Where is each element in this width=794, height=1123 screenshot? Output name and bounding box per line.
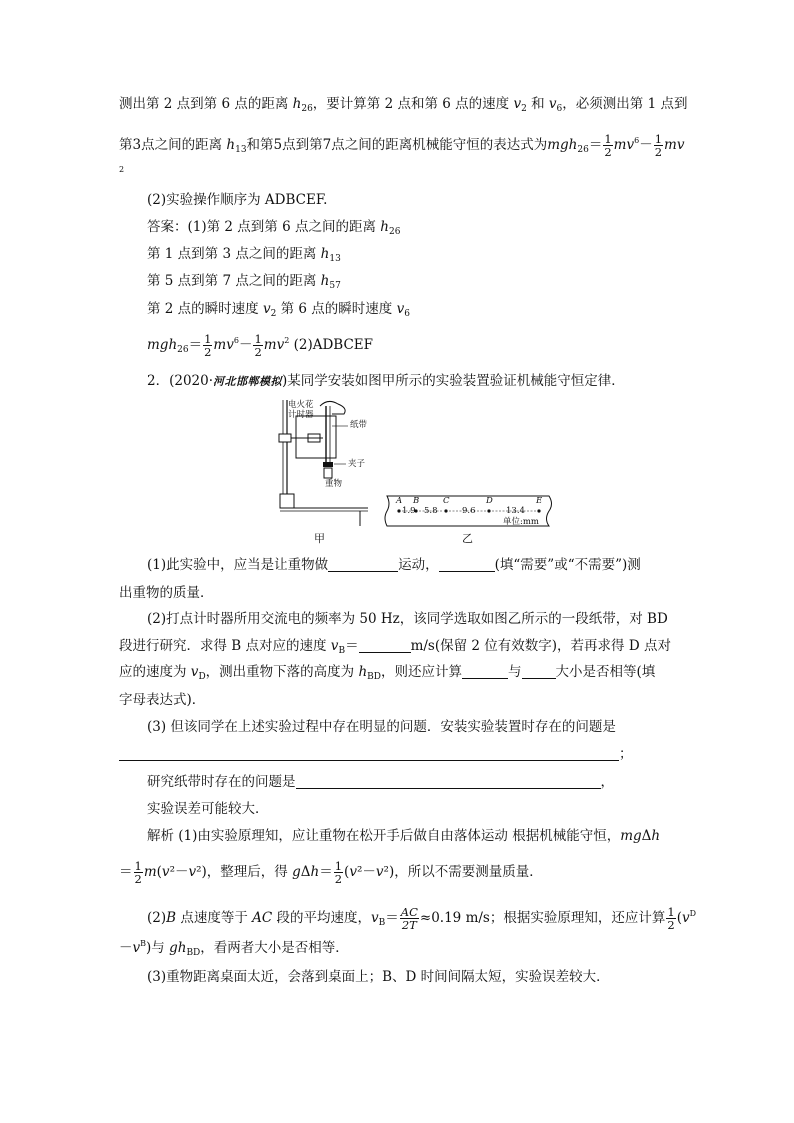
sup: 6 xyxy=(634,136,640,145)
var: h xyxy=(226,137,236,153)
tape-point-c: C xyxy=(443,496,450,506)
tape-dist-ab: 1.9 xyxy=(402,506,416,516)
text: 运动， xyxy=(398,557,439,573)
var: v xyxy=(190,664,199,680)
var: h xyxy=(358,664,368,680)
text: ，测出重物下落的高度为 xyxy=(205,664,359,680)
fraction xyxy=(603,133,612,158)
text: ≈0.19 m/s；根据实验原理知，还应计算 xyxy=(419,910,666,926)
text: 大小是否相等(填 xyxy=(555,664,656,680)
fraction xyxy=(253,333,262,358)
answer-line-5 xyxy=(147,333,373,358)
q2-part3-line2 xyxy=(119,744,633,764)
answer-line-1 xyxy=(147,217,400,237)
text: (2)ADBCEF xyxy=(289,337,374,353)
var: B xyxy=(166,910,177,926)
text: Δ xyxy=(641,828,652,844)
frac-num: 1 xyxy=(604,132,612,146)
sub: D xyxy=(198,672,206,682)
label-timer-2: 计时器 xyxy=(288,410,314,420)
var: v xyxy=(396,301,405,317)
q2-part1-line1 xyxy=(147,555,641,575)
var: v xyxy=(262,301,271,317)
frac-num: 1 xyxy=(334,859,343,873)
answer-line-3 xyxy=(147,271,341,291)
var: v xyxy=(375,864,384,880)
tape-dot xyxy=(397,509,400,512)
frac-den: 2 xyxy=(254,345,262,359)
text: 第 6 点的瞬时速度 xyxy=(276,301,397,317)
text: 解析 (1)由实验原理知，应让重物在松开手后做自由落体运动 根据机械能守恒， xyxy=(147,828,621,844)
blank-install-problem[interactable] xyxy=(119,746,619,761)
tape-dot xyxy=(537,509,540,512)
sub: 26 xyxy=(301,104,313,114)
text: 第 5 点到第 7 点之间的距离 xyxy=(147,273,321,289)
text: ＝ xyxy=(345,638,359,654)
text: ； xyxy=(619,746,633,762)
q2-part2-line3 xyxy=(119,662,655,682)
blank-tape-problem[interactable] xyxy=(296,774,601,789)
sup: 2 xyxy=(119,165,125,174)
var: v xyxy=(371,910,379,926)
text: － xyxy=(119,940,133,956)
text: 出重物的质量． xyxy=(119,585,214,601)
tape-dist-de: 13.4 xyxy=(506,506,525,516)
text: m/s(保留 2 位有效数字)，若再求得 D 点对 xyxy=(410,638,671,654)
sub: 26 xyxy=(388,227,401,237)
frac-num: 1 xyxy=(254,332,262,346)
tape-dist-cd: 9.6 xyxy=(462,506,476,516)
var: AC xyxy=(252,910,273,926)
blank-need-mass[interactable] xyxy=(439,557,495,572)
var: h xyxy=(292,96,302,112)
var: mg xyxy=(620,828,642,844)
text-line-3 xyxy=(119,164,124,184)
text: (2) xyxy=(147,910,167,926)
text: )某同学安装如图甲所示的实验装置验证机械能守恒定律． xyxy=(282,373,625,389)
sub: 26 xyxy=(577,145,589,155)
tape-dist-bc: 5.8 xyxy=(424,506,438,516)
tape-point-e: E xyxy=(536,496,543,506)
hand xyxy=(320,401,345,414)
text: ( xyxy=(344,864,350,880)
var: mv xyxy=(613,137,635,153)
label-weight: 重物 xyxy=(325,479,343,489)
frac-num: 1 xyxy=(134,859,142,873)
q2-part3-line4 xyxy=(147,799,269,819)
text: 段的平均速度， xyxy=(272,910,372,926)
question-2-title xyxy=(147,371,625,392)
var: v xyxy=(330,638,339,654)
text: (3)重物距离桌面太近，会落到桌面上；B、D 时间间隔太短，实验误差较大． xyxy=(147,969,610,985)
q2-part2-line4 xyxy=(119,690,205,710)
text: ²)，所以不需要测量质量． xyxy=(383,864,543,880)
weight xyxy=(324,468,332,478)
frac-den: 2T xyxy=(401,918,417,932)
text: 第 1 点到第 3 点之间的距离 xyxy=(147,246,321,262)
text-line-1 xyxy=(119,94,687,114)
var: m xyxy=(143,864,157,880)
frac-den: 2 xyxy=(654,145,663,159)
text: (2)实验操作顺序为 ADBCEF. xyxy=(147,192,328,208)
var: g xyxy=(292,864,301,880)
solution-line-3 xyxy=(147,906,696,931)
frac-num: 1 xyxy=(667,905,675,919)
sub: 2 xyxy=(521,104,527,114)
tape-unit: 单位:mm xyxy=(503,517,539,527)
frac-num: AC xyxy=(400,905,418,919)
fraction xyxy=(654,133,663,158)
sub: BD xyxy=(186,948,201,958)
text: ， xyxy=(600,774,614,790)
fraction xyxy=(203,333,212,358)
var: h xyxy=(380,219,389,235)
text: (2)打点计时器所用交流电的频率为 50 Hz，该同学选取如图乙所示的一段纸带，对 BD xyxy=(147,611,668,627)
text: 第3点之间的距离 xyxy=(119,137,227,153)
q2-part2-line2 xyxy=(119,636,671,656)
fraction xyxy=(334,860,343,885)
var: h xyxy=(651,828,661,844)
tape-point-a: A xyxy=(396,496,403,506)
var: mv xyxy=(213,337,234,353)
q2-part1-line2 xyxy=(119,583,214,603)
var: v xyxy=(132,940,141,956)
var: v xyxy=(548,96,557,112)
text: 段进行研究．求得 B 点对应的速度 xyxy=(119,638,331,654)
var: v xyxy=(349,864,357,880)
frac-den: 2 xyxy=(134,872,142,886)
label-timer: 电火花 xyxy=(288,400,314,410)
sub: BD xyxy=(367,672,381,682)
text: 2．(2020· xyxy=(147,373,214,389)
var: mgh xyxy=(147,337,178,353)
text-line-2 xyxy=(119,133,684,158)
text: ²－ xyxy=(356,864,376,880)
text: ²－ xyxy=(169,864,189,880)
sub: 6 xyxy=(404,309,410,319)
var: mv xyxy=(664,137,685,153)
text: (1)此实验中，应当是让重物做 xyxy=(147,557,329,573)
text: 答案：(1)第 2 点到第 6 点之间的距离 xyxy=(147,219,381,235)
clamp xyxy=(279,434,291,442)
var: v xyxy=(681,910,690,926)
var: v xyxy=(513,96,522,112)
frac-den: 2 xyxy=(204,345,212,359)
text: 实验误差可能较大． xyxy=(147,801,269,817)
sub: 26 xyxy=(177,345,189,355)
sup: D xyxy=(689,909,697,918)
sub: 13 xyxy=(235,145,247,155)
var: mv xyxy=(263,337,285,353)
fraction xyxy=(666,906,675,931)
var: v xyxy=(188,864,197,880)
sub: B xyxy=(378,918,386,928)
text: ＝ xyxy=(188,337,203,353)
var: v xyxy=(161,864,170,880)
sub: 6 xyxy=(556,104,563,114)
frac-den: 2 xyxy=(667,918,675,932)
blank-vb[interactable] xyxy=(359,638,411,653)
solution-line-4 xyxy=(119,938,349,958)
blank-expr-1[interactable] xyxy=(462,664,508,679)
tape-point-d: D xyxy=(486,496,493,506)
q2-part2-line1 xyxy=(147,609,668,629)
text: ＝ xyxy=(119,864,133,880)
text: ＝ xyxy=(319,864,333,880)
text: 测出第 2 点到第 6 点的距离 xyxy=(119,96,293,112)
fraction xyxy=(134,860,143,885)
text: )与 xyxy=(146,940,170,956)
text: ( xyxy=(676,910,682,926)
text: ，则还应计算 xyxy=(381,664,462,680)
text: 和 xyxy=(526,96,549,112)
text: Δ xyxy=(300,864,311,880)
caption-right: 乙 xyxy=(462,532,473,545)
sup: 2 xyxy=(284,336,290,345)
text: 第 2 点的瞬时速度 xyxy=(147,301,263,317)
text: (填“需要”或“不需要”)测 xyxy=(494,557,641,573)
text-line-4 xyxy=(147,190,327,210)
source-tag: 河北邯郸模拟 xyxy=(213,375,283,388)
text: ＝ xyxy=(385,910,399,926)
frac-den: 2 xyxy=(334,872,343,886)
sub: 2 xyxy=(270,309,277,319)
text: ( xyxy=(156,864,162,880)
text: 与 xyxy=(508,664,522,680)
var: mgh xyxy=(547,137,578,153)
answer-line-4 xyxy=(147,299,410,319)
tape-dot xyxy=(444,509,447,512)
var: h xyxy=(320,246,330,262)
sup: 6 xyxy=(233,336,239,345)
solution-line-1 xyxy=(147,826,660,846)
solution-line-2 xyxy=(119,860,543,885)
tape-dot xyxy=(487,509,490,512)
label-tape: 纸带 xyxy=(350,420,368,430)
var: h xyxy=(320,273,330,289)
text: ＝ xyxy=(588,137,603,153)
text: 应的速度为 xyxy=(119,664,191,680)
text: (3) 但该同学在上述实验过程中存在明显的问题．安装实验装置时存在的问题是 xyxy=(147,719,616,735)
blank-expr-2[interactable] xyxy=(522,664,556,679)
sub: B xyxy=(338,646,346,656)
solution-line-5 xyxy=(147,967,610,987)
tape-point-b: B xyxy=(413,496,420,506)
frac-den: 2 xyxy=(604,145,612,159)
var: gh xyxy=(169,940,187,956)
clip xyxy=(323,462,333,467)
text: 研究纸带时存在的问题是 xyxy=(147,774,296,790)
label-clip: 夹子 xyxy=(348,459,366,469)
frac-num: 1 xyxy=(204,332,212,346)
var: h xyxy=(310,864,320,880)
text: － xyxy=(238,337,253,353)
text: ，看两者大小是否相等． xyxy=(200,940,349,956)
q2-part3-line1 xyxy=(147,717,616,737)
sub: 57 xyxy=(329,281,341,291)
answer-line-2 xyxy=(147,244,341,264)
text: 点速度等于 xyxy=(176,910,253,926)
frac-num: 1 xyxy=(654,132,663,146)
text: ，要计算第 2 点和第 6 点的速度 xyxy=(312,96,514,112)
stand-base xyxy=(280,494,294,508)
text: 字母表达式)． xyxy=(119,692,206,708)
fraction xyxy=(400,906,419,931)
q2-part3-line3 xyxy=(147,772,614,792)
caption-left: 甲 xyxy=(314,532,325,545)
text: － xyxy=(639,137,653,153)
sub: 13 xyxy=(329,254,341,264)
sup: B xyxy=(140,939,147,948)
blank-motion[interactable] xyxy=(328,557,398,572)
text: 和第5点到第7点之间的距离机械能守恒的表达式为 xyxy=(246,137,548,153)
text: ，必须测出第 1 点到 xyxy=(562,96,688,112)
text: ²)，整理后，得 xyxy=(196,864,293,880)
